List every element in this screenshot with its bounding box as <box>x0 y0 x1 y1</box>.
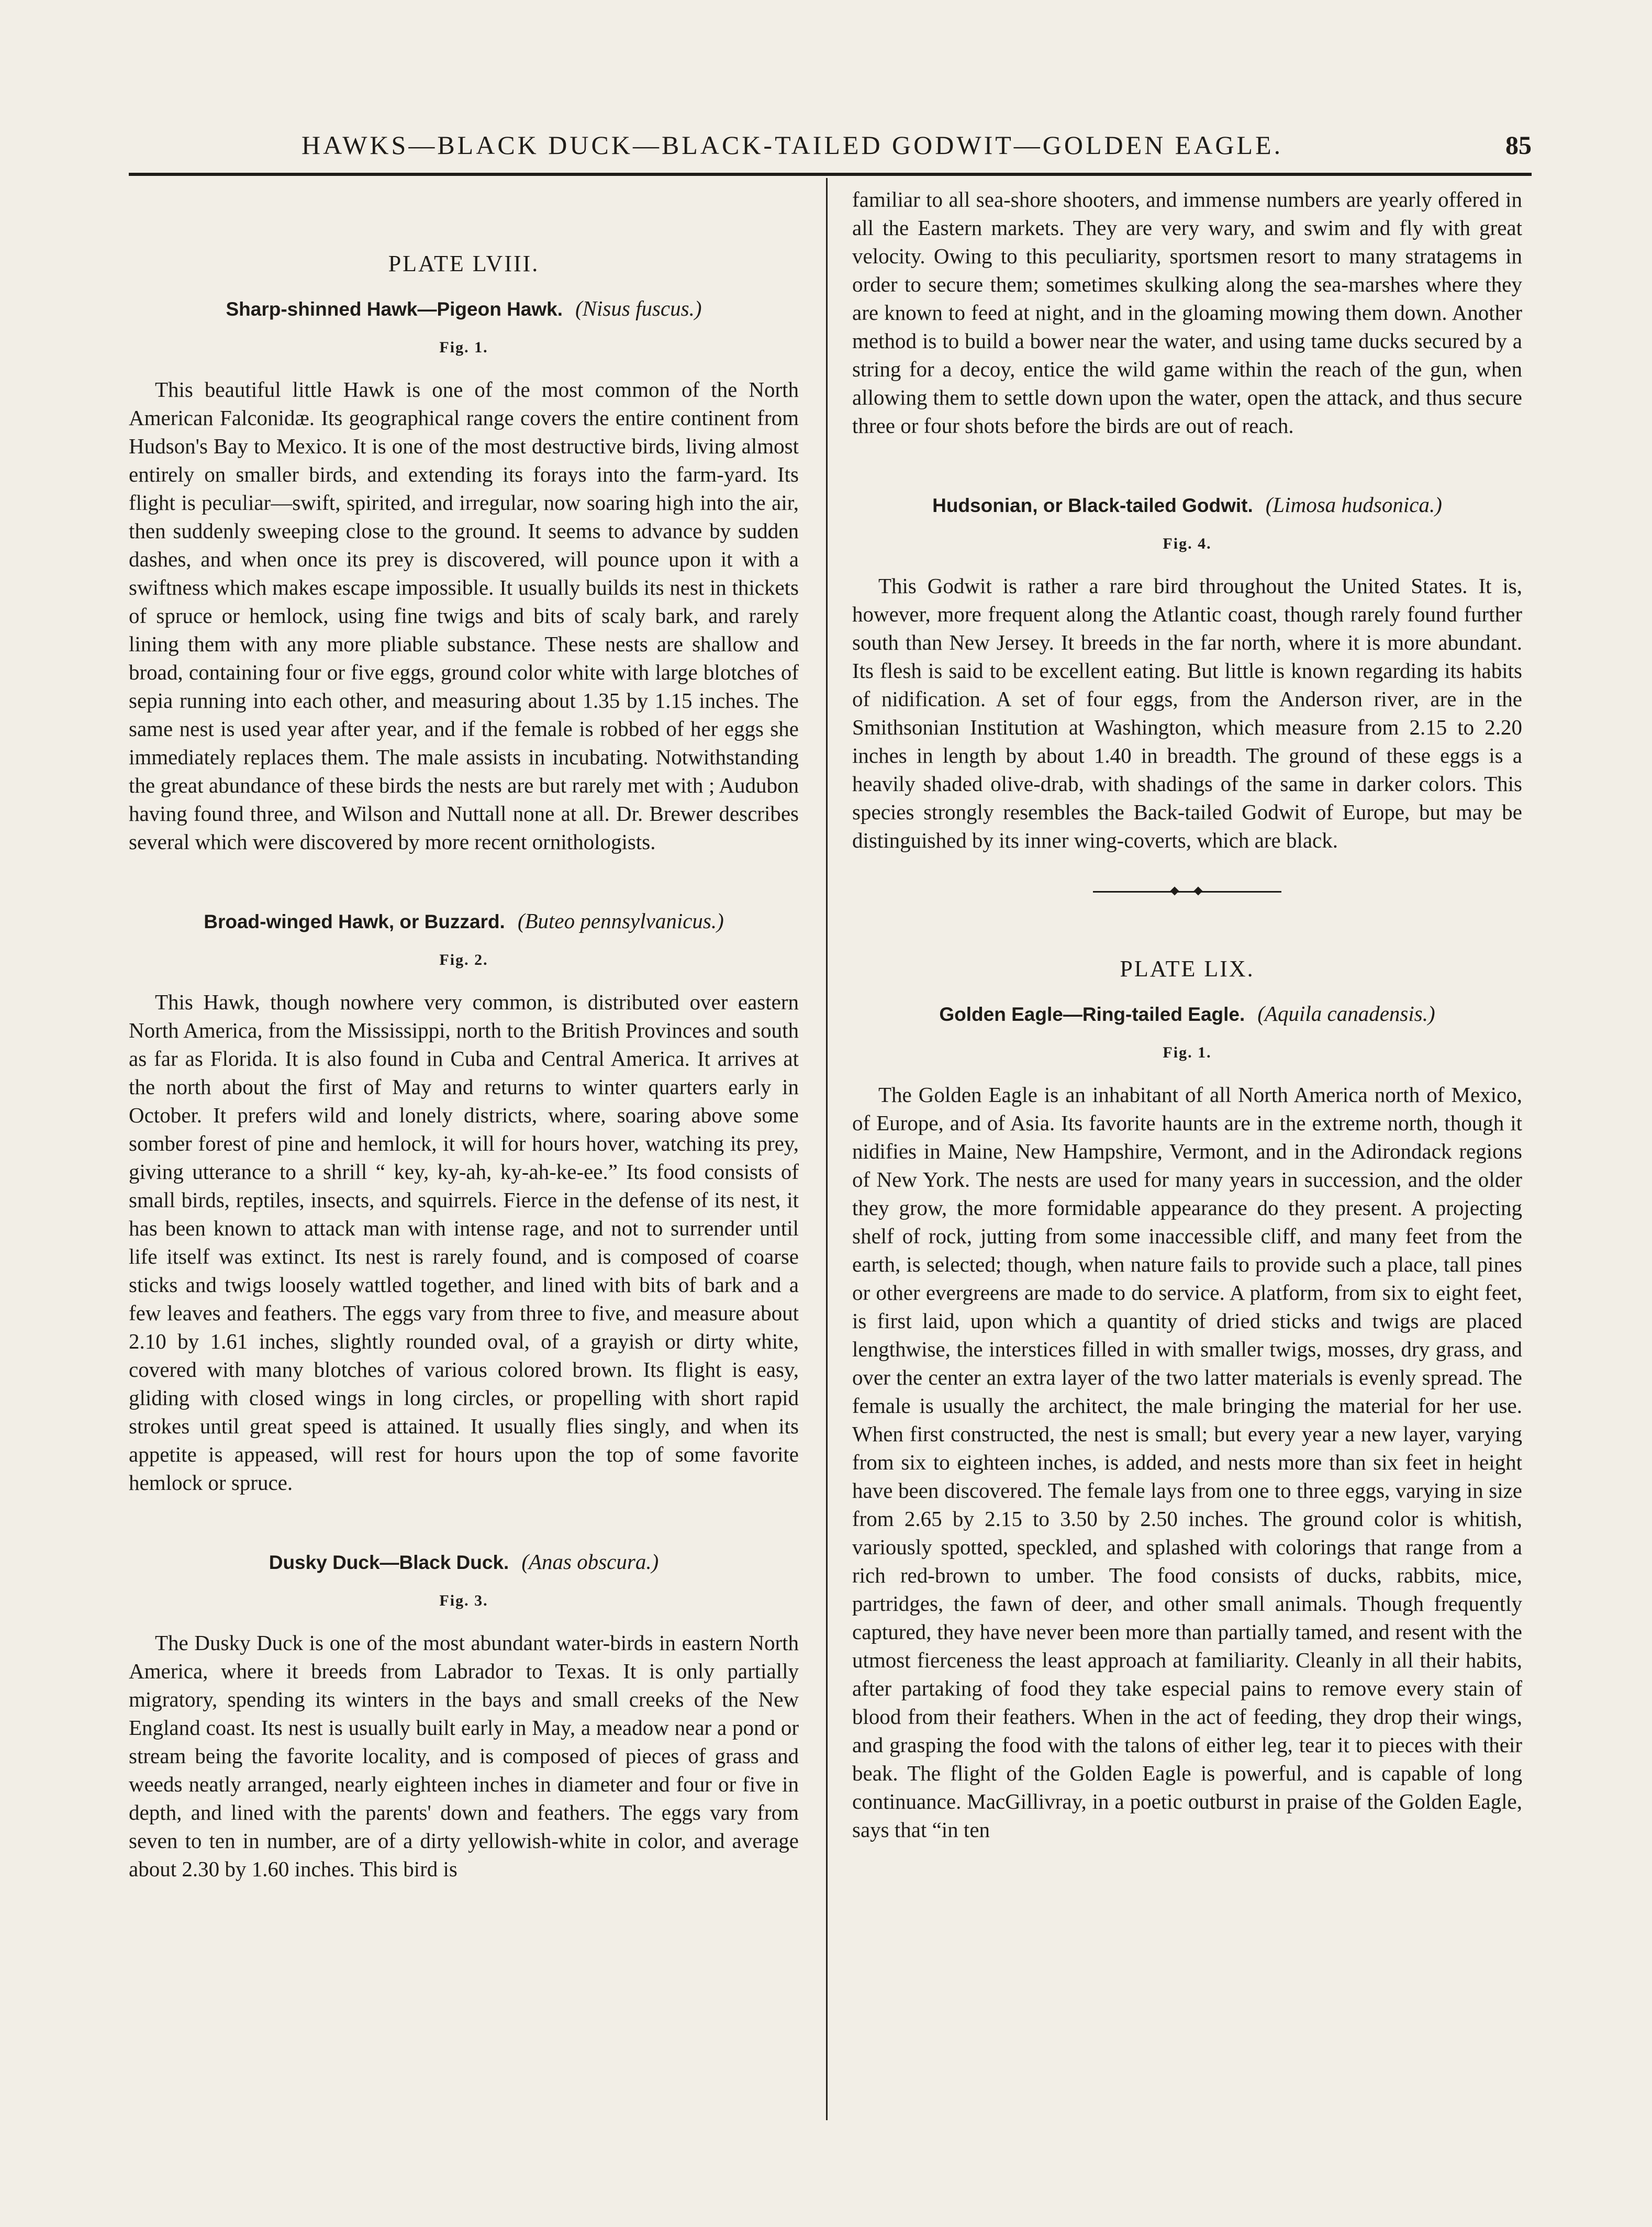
species-heading <box>852 492 1522 517</box>
species-description: The Dusky Duck is one of the most abundant water-birds in eastern North America, where it breeds from Labrador to Texas. It is only partially migratory, spending its winters in the bays and small creeks of the New England coast. Its nest is usually built early in May, a meadow near a pond or stream being the favorite locality, and is composed of pieces of grass and weeds neatly arranged, nearly eighteen inches in diameter and four or five in depth, and lined with the parents' down and feathers. The eggs vary from seven to ten in number, are of a dirty yellowish-white in color, and average about 2.30 by 1.60 inches. This bird is <box>129 1631 799 1881</box>
species-description: The Golden Eagle is an inhabitant of all North America north of Mexico, of Europe, and of Asia. Its favorite haunts are in the extreme north, though it nidifies in Maine, New Hampshire, Vermont, and in the Adirondack regions of New York. The nests are used for many years in succession, and the older they grow, the more formidable appearance do they present. A projecting shelf of rock, jutting from some inaccessible cliff, and many feet from the earth, is selected; though, when nature fails to provide such a place, tall pines or other evergreens are made to do service. A platform, from six to eight feet, is first laid, upon which a quantity of dried sticks and twigs are placed lengthwise, the interstices filled in with smaller twigs, mosses, dry grass, and over the center an extra layer of the two latter materials is evenly spread. The female is usually the architect, the male bringing the material for her use. When first constructed, the nest is small; but every year a new layer, varying from six to eighteen inches, is added, and nests more than six feet in height have been discovered. The female lays from one to three eggs, varying in size from 2.65 by 2.15 to 3.50 by 2.50 inches. The ground color is whitish, variously spotted, speckled, and splashed with colorings that range from a rich red-brown to umber. The food consists of ducks, rabbits, mice, partridges, the fawn of deer, and other small animals. Though frequently captured, they have never been more than partially tamed, and resent with the utmost fierceness the least approach at familiarity. Cleanly in all their habits, after partaking of food they take especial pains to remove every stain of blood from their feathers. When in the act of feeding, they drop their wings, and grasping the food with the talons of either leg, tear it to pieces with their beak. The flight of the Golden Eagle is powerful, and is capable of long continuance. MacGillivray, in a poetic outburst in praise of the Golden Eagle, says that “in ten <box>852 1083 1522 1842</box>
species-heading <box>852 1001 1522 1026</box>
running-header <box>129 130 1532 172</box>
species-latin: (Limosa hudsonica.) <box>1265 493 1442 517</box>
species-heading <box>129 1549 799 1574</box>
species-latin: (Aquila canadensis.) <box>1257 1001 1435 1026</box>
species-name: Broad-winged Hawk, or Buzzard. <box>204 911 505 932</box>
figure-label: Fig. 2. <box>439 951 488 968</box>
header-title: HAWKS—BLACK DUCK—BLACK-TAILED GODWIT—GOLDEN EAGLE. <box>302 130 1283 160</box>
species-heading <box>129 908 799 933</box>
species-description: This beautiful little Hawk is one of the most common of the North American Falconidæ. Its geographical range covers the entire continent from Hudson's Bay to Mexico. It is one of the most destructive birds, living almost entirely on smaller birds, and extending its forays into the farm-yard. Its flight is peculiar—swift, spirited, and irregular, now soaring high into the air, then suddenly sweeping close to the ground. It seems to advance by sudden dashes, and when once its prey is discovered, will pounce upon it with a swiftness which makes escape impossible. It usually builds its nest in thickets of spruce or hemlock, using fine twigs and bits of scaly bark, and rarely lining them with any more pliable substance. These nests are shallow and broad, containing four or five eggs, ground color white with large blotches of sepia running into each other, and measuring about 1.35 by 1.15 inches. The same nest is used year after year, and if the female is robbed of her eggs she immediately replaces them. The male assists in incubating. Notwithstanding the great abundance of these birds the nests are but rarely met with ; Audubon having found three, and Wilson and Nuttall none at all. Dr. Brewer describes several which were discovered by more recent ornithologists. <box>129 377 799 854</box>
plate-title: PLATE LIX. <box>1120 956 1255 982</box>
section-ornament <box>1093 891 1281 898</box>
species-heading <box>129 296 799 321</box>
right-column <box>852 185 1522 1844</box>
species-name: Sharp-shinned Hawk—Pigeon Hawk. <box>226 298 563 320</box>
species-description: This Hawk, though nowhere very common, is distributed over eastern North America, from the Mississippi, north to the British Provinces and south as far as Florida. It is also found in Cuba and Central America. It arrives at the north about the first of May and returns to winter quarters early in October. It prefers wild and lonely districts, where, soaring above some somber forest of pine and hemlock, it will for hours hover, watching its prey, giving utterance to a shrill “ key, ky-ah, ky-ah-ke-ee.” Its food consists of small birds, reptiles, insects, and squirrels. Fierce in the defense of its nest, it has been known to attack man with intense rage, and not to surrender until life itself was extinct. Its nest is rarely found, and is composed of coarse sticks and twigs loosely wattled together, and lined with bits of bark and a few leaves and feathers. The eggs vary from three to five, and measure about 2.10 by 1.61 inches, slightly rounded oval, of a grayish or dirty white, covered with many blotches of various colored brown. Its flight is easy, gliding with closed wings in long circles, or propelling with short rapid strokes until great speed is attained. It usually flies singly, and when its appetite is appeased, will rest for hours upon the top of some favorite hemlock or spruce. <box>129 990 799 1495</box>
species-name: Golden Eagle—Ring-tailed Eagle. <box>939 1004 1245 1025</box>
figure-label: Fig. 4. <box>1163 535 1212 552</box>
page-number: 85 <box>1505 130 1532 160</box>
continued-text: familiar to all sea-shore shooters, and immense numbers are yearly offered in all the Eastern markets. They are very wary, and swim and fly with great velocity. Owing to this peculiarity, sportsmen resort to many stratagems in order to secure them; sometimes skulking along the sea-marshes where they are known to feed at night, and in the gloaming mowing them down. Another method is to build a bower near the water, and using tame ducks secured by a string for a decoy, entice the wild game within the reach of the gun, when allowing them to settle down upon the water, open the attack, and thus secure three or four shots before the birds are out of reach. <box>852 187 1522 438</box>
left-column <box>129 188 799 1883</box>
species-description: This Godwit is rather a rare bird throughout the United States. It is, however, more frequent along the Atlantic coast, though rarely found further south than New Jersey. It breeds in the far north, where it is more abundant. Its flesh is said to be excellent eating. But little is known regarding its habits of nidification. A set of four eggs, from the Anderson river, are in the Smithsonian Institution at Washington, which measure from 2.15 to 2.20 inches in length by about 1.40 in breadth. The ground of these eggs is a heavily shaded olive-drab, with shadings of the same in darker colors. This species strongly resembles the Back-tailed Godwit of Europe, but may be distinguished by its inner wing-coverts, which are black. <box>852 574 1522 852</box>
species-name: Dusky Duck—Black Duck. <box>269 1552 509 1573</box>
figure-label: Fig. 3. <box>439 1592 488 1609</box>
species-latin: (Buteo pennsylvanicus.) <box>517 909 724 933</box>
figure-label: Fig. 1. <box>439 339 488 356</box>
plate-title: PLATE LVIII. <box>388 251 540 276</box>
species-latin: (Nisus fuscus.) <box>575 296 702 320</box>
figure-label: Fig. 1. <box>1163 1044 1212 1061</box>
column-divider <box>826 178 828 2120</box>
species-latin: (Anas obscura.) <box>521 1550 659 1574</box>
species-name: Hudsonian, or Black-tailed Godwit. <box>932 495 1253 516</box>
header-rule <box>129 173 1532 176</box>
